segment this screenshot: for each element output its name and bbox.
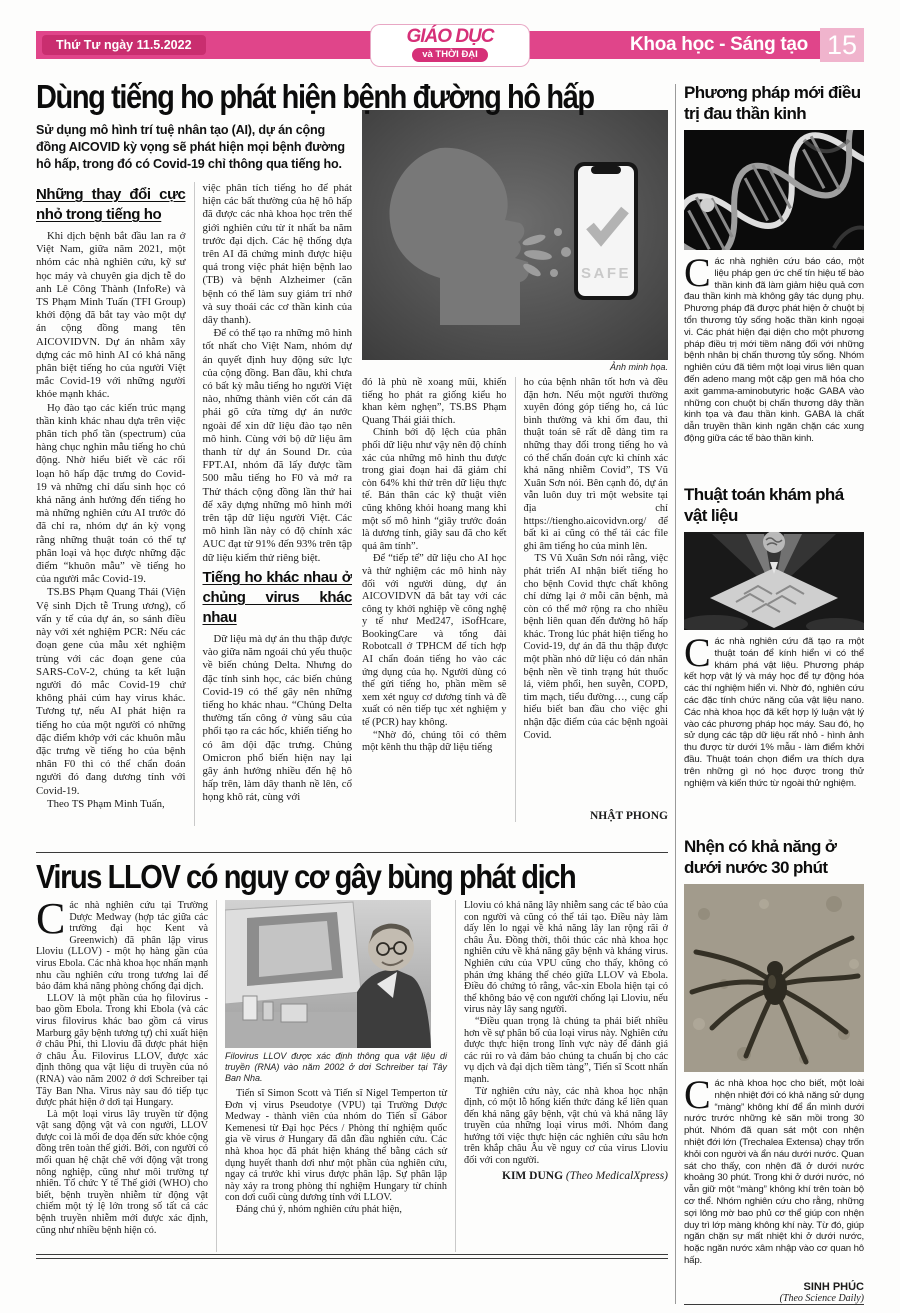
newspaper-logo xyxy=(371,25,529,66)
article-cough-detection xyxy=(36,80,668,826)
paragraph: Lloviu có khả năng lây nhiễm sang các tế bào của con người và cũng có thể tái tạo. Điều này làm dấy lên lo ngại về khả năng lây lan rộng rãi ở châu Âu. Đồng thời, thôi thúc các nhà khoa học nghiên cứu về khả năng gây bệnh và kháng virus. Nghiên cứu của VPU cũng cho thấy, không có phản ứng kháng thể chéo giữa LLOV và Ebola. Điều đó chứng tỏ rằng, vắc-xin Ebola hiện tại có thể không bảo vệ con người chống lại Lloviu, nếu virus này lây sang người. xyxy=(464,900,668,1016)
logo-title: GIÁO DỤC xyxy=(406,26,494,47)
lab-scientist-photo xyxy=(225,900,431,1048)
spider-image xyxy=(684,884,864,1072)
article1-headline: Dùng tiếng ho phát hiện bệnh đường hô hấp xyxy=(36,78,594,116)
sidebar-article-body xyxy=(684,250,864,445)
paragraph: LLOV là một phần của họ filovirus - bao gồm Ebola. Trong khi Ebola (và các virus filovirus khác bao gồm cả virus Marburg gây bệnh tương tự) chỉ xuất hiện ở châu Phi, thì Lloviu đã được phát hiện ở châu Âu. Filovirus LLOV, được xác định thông qua vật liệu di truyền của nó (RNA) vào năm 2002 ở dơi Schreiber tại Tây Ban Nha. Virus này sau đó tiếp tục được phát hiện ở dơi tại Hungary. xyxy=(36,992,208,1109)
paragraph: TS.BS Phạm Quang Thái (Viện Vệ sinh Dịch tễ Trung ương), cố vấn y tế của dự án, so sánh điều này với xét nghiệm PCR: Nếu các đoạn gene của mẫu xét nghiệm trùng với các đoạn gene của SARS-CoV-2, chúng ta kết luận người đó mắc Covid-19 chứ không phải cúm hay virus khác. Tương tự, nếu AI phát hiện ra tiếng ho của một người có những đặc điểm khớp với các khuôn mẫu đặc trưng về tiếng ho của bệnh nhân F0 thì có thể chẩn đoán người đó đang dương tính với Covid-19. xyxy=(36,586,186,797)
paragraph: đó là phù nề xoang mũi, khiến tiếng ho phát ra giống kiểu ho khan kèm nghẹn”, TS.BS Phạm Quang Thái giải thích. xyxy=(362,377,507,426)
section-heading: Tiếng ho khác nhau ở chủng virus khác nhau xyxy=(202,568,352,626)
article2-column-2 xyxy=(216,900,455,1252)
figure-caption: Ảnh minh họa. xyxy=(609,362,668,372)
paragraph: Từ nghiên cứu này, các nhà khoa học nhận định, có một lỗ hổng kiến thức đáng kể liên quan đến khả năng gây bệnh, vật chủ và khả năng lây truyền của những loại virus mới. Nhóm đang hướng tới việc thực hiện các nghiên cứu sâu hơn trên khắp châu Âu về nguy cơ của virus Lloviu đối với con người. xyxy=(464,1085,668,1167)
article-llov-virus xyxy=(36,860,668,1252)
sidebar-article-body xyxy=(684,630,864,789)
sidebar-article-title: Nhện có khả năng ở dưới nước 30 phút xyxy=(684,837,837,877)
article1-column-4 xyxy=(515,377,669,822)
paragraph: Dữ liệu mà dự án thu thập được vào giữa năm ngoái chủ yếu thuộc về biến chủng Delta. Nhưng do đặc tính sinh học, các biến chủng Covid-19 có thể gây nên những tiếng ho khác nhau. “Chủng Delta thường tấn công ở vùng sâu của phổi tạo ra các hốc, khiến tiếng ho có âm dội đặc trưng. Chủng Omicron phổ biến hiện nay lại gây ảnh hưởng nhiều đến hệ hô hấp trên, làm dây thanh nề lên, cổ họng khô rát, cùng với xyxy=(202,632,352,804)
paragraph: “Điều quan trọng là chúng ta phải biết nhiều hơn về sự phân bố của loại virus này. Nghiên cứu được thực hiện trong lĩnh vực này để đánh giá các rủi ro và đảm bảo chúng ta chuẩn bị cho các vụ dịch và đại dịch tiềm tàng”, Tiến sĩ Scott nhấn mạnh. xyxy=(464,1015,668,1085)
phone-graphic xyxy=(574,162,638,300)
paragraph: việc phân tích tiếng ho để phát hiện các bất thường của hệ hô hấp đã được các nhà khoa học trên thế giới nghiên cứu từ ít nhất ba năm trước đại dịch. Các hệ thống dựa trên AI đã chứng minh được hiệu quả trong việc phát hiện bệnh lao (TB) và bệnh Alzheimer (căn bệnh có thể làm suy giảm trí nhớ và suy thoái các cơ thần kinh của dây thanh). xyxy=(202,182,352,327)
sidebar xyxy=(684,82,864,1304)
sidebar-bottom-rule xyxy=(684,1304,864,1305)
paragraph: Theo TS Phạm Minh Tuấn, xyxy=(47,797,165,810)
paragraph-text: ác nhà nghiên cứu tại Trường Dược Medway (hợp tác giữa các trường đại học Kent và Greenwich) đã phân lập virus Lloviu (LLOV) - một họ hàng gần của virus Ebola. Các nhà khoa học nhấn mạnh nhu cầu nghiên cứu trong tương lai để bảo đảm khả năng phòng chống đại dịch. xyxy=(36,900,209,993)
article2-column-3 xyxy=(455,900,668,1252)
drop-cap: C xyxy=(684,250,711,295)
paragraph: “Nhờ đó, chúng tôi có thêm một kênh thu thập dữ liệu tiếng xyxy=(362,729,507,754)
horizontal-rule xyxy=(36,852,668,853)
paragraph: Đáng chú ý, nhóm nghiên cứu phát hiện, xyxy=(236,1203,402,1215)
sidebar-byline: SINH PHÚC xyxy=(803,1281,864,1293)
sidebar-article-materials-algorithm xyxy=(684,484,864,836)
byline-source: (Theo MedicalXpress) xyxy=(565,1169,668,1182)
safe-label: SAFE xyxy=(580,265,632,282)
article1-lede: Sử dụng mô hình trí tuệ nhân tạo (AI), dự án cộng đồng AICOVID kỳ vọng sẽ phát hiện mọi bệnh đường hô hấp, trong đó có Covid-19 chỉ thông qua tiếng ho. xyxy=(36,123,345,171)
masthead-bar xyxy=(36,26,864,60)
paragraph-text: ác nhà khoa học cho biết, một loài nhện nhiệt đới có khả năng sử dụng “màng” không khí để ẩn mình dưới nước trước những kẻ săn mồi trong 30 phút. Nhóm đã quan sát một con nhện nhiệt đới lớn (Trechalea Extensa) chạy trốn khỏi con người và ẩn náu dưới nước. Quan sát cho thấy, con nhện đã ở dưới nước khoảng 30 phút. Trong khi ở dưới nước, nó vẫn giữ một “màng” không khí trên toàn bộ cơ thể. Nhóm nghiên cứu cho rằng, những sợi lông mờ bao phủ cơ thể giúp con nhện duy trì lớp màng không khí này. Từ đó, giúp ngăn chặn sự mất nhiệt khi ở dưới nước, hoặc ngăn nước xâm nhập vào cơ quan hô hấp. xyxy=(684,1078,864,1266)
paragraph-text: ác nhà nghiên cứu báo cáo, một liệu pháp gen ức chế tín hiệu tế bào thần kinh đã làm giảm hiệu quả cơn đau thần kinh mà không gây tác dụng phụ. Phương pháp đã được phát hiện ở chuột bị tổn thương tủy sống hoặc thần kinh ngoại vi. Các phát hiện đại diện cho một phương pháp điều trị mới tiềm năng đối với những bệnh nhân bị chấn thương tủy sống. Nhóm nghiên cứu đã tiêm một loại virus liên quan đến adeno mang một cặp gen mã hóa cho axit gamma-aminobutyric hoặc GABA vào những con chuột bị chấn thương dây thần kinh tọa và đau thần kinh. GABA là chất dẫn truyền thần kinh ngăn chặn các xung động giữa các tế bào thần kinh. xyxy=(684,256,864,444)
paragraph: Họ đào tạo các kiến trúc mạng thần kinh khác nhau dựa trên việc phân tích phổ tần (spectrum) của hàng chục nghìn mẫu tiếng ho chủ động. Nhờ hiểu biết về các rối loạn hô hấp đặc trưng do Covid-19 và những chỉ dấu sinh học có khả năng ảnh hưởng đến tiếng ho mà những nghiên cứu AI trước đó đã chỉ ra, nhóm dự án kỳ vọng rằng những thuật toán có thể tự phân loại và học được những đặc điểm “khuôn mẫu” về tiếng ho của người mắc Covid-19. xyxy=(36,401,186,586)
paragraph: Để có thể tạo ra những mô hình tốt nhất cho Việt Nam, nhóm dự án quyết định huy động sức lực của cộng đồng. Ban đầu, khi chưa có bất kỳ mẫu tiếng ho người Việt nào, những thành viên cốt cán đã phải gõ cửa từng dự án nước ngoài để xin dữ liệu đào tạo nên mô hình. Cùng với bộ dữ liệu âm thanh từ dự án Sound Dr. của FPT.AI, nhóm đã lấy được tầm 500 mẫu tiếng ho F0 và mở ra Thử thách cộng đồng lần thứ hai để xây dựng những mô hình mới trên tập dữ liệu người Việt. Các mô hình lần này có độ chính xác AUC đạt từ 91% đến 93% trên tập dữ liệu kiểm thử riêng biệt. xyxy=(202,327,352,564)
paragraph: ho của bệnh nhân tốt hơn và đều đặn hơn. Nếu một người thường xuyên đóng góp tiếng ho, cả lúc bình thường và khi ốm đau, thì thuật toán sẽ rất dễ dàng tìm ra những thay đổi trong tiếng ho và có thể chẩn đoán cực kì chính xác khả năng nhiễm Covid”, TS Vũ Xuân Sơn nói. Bên cạnh đó, dự án vẫn luôn duy trì một website tại địa chỉ https://tiengho.aicovidvn.org/ để bất kì ai cũng có thể tải các file ghi âm tiếng ho của mình lên. xyxy=(523,377,668,552)
paragraph: Là một loại virus lây truyền từ động vật sang động vật và con người, LLOV được coi là mối đe dọa đến sức khỏe cộng đồng trên toàn thế giới. Bởi, con người có mối quan hệ chặt chẽ với động vật trong nông nghiệp, cũng như môi trường tự nhiên. Tổ chức Y tế Thế giới (WHO) cho biết, bệnh truyền nhiễm từ động vật chiếm một tỷ lệ lớn trong số tất cả các bệnh truyền nhiễm mới được xác định, cũng như nhiều bệnh hiện có. xyxy=(36,1108,208,1236)
sidebar-article-nerve-pain xyxy=(684,82,864,484)
article2-column-1 xyxy=(36,900,216,1252)
paragraph: Để “tiếp tế” dữ liệu cho AI học và thử nghiệm các mô hình này đối với người dùng, dự án AICOVIDVN đã bắt tay với các công ty khởi nghiệp về công nghệ y tế như Med247, iSofHcare, BookingCare và tổng đài Robotcall ở TPHCM để tích hợp AI chẩn đoán tiếng ho vào các ứng dụng của họ. Người dùng có thể gửi tiếng ho, phần mềm sẽ xem xét nguy cơ dương tính và đề xuất có nên tiếp tục xét nghiệm y tế (PCR) hay không. xyxy=(362,553,507,729)
paragraph: Tiến sĩ Simon Scott và Tiến sĩ Nigel Temperton từ Đơn vị virus Pseudotye (VPU) tại Trường Dược Medway - thành viên của nhóm do Tiến sĩ Gábor Kemenesi từ Đại học Pécs / Phòng thí nghiệm quốc gia về virus ở Hungary đã dẫn đầu nghiên cứu. Các nhà khoa học đã phát hiện kháng thể bằng cách sử dụng huyết thanh dơi như một phần của nghiên cứu, ngay cả trước khi virus được phân lập. Sự phân lập này xảy ra trong phòng thí nghiệm Hungary từ chính con dơi cuối cùng dương tính với LLOV. xyxy=(225,1088,447,1204)
sidebar-byline-source: (Theo Science Daily) xyxy=(779,1293,864,1304)
article1-column-3 xyxy=(362,377,515,822)
article1-column-1 xyxy=(36,182,194,826)
double-rule xyxy=(36,1254,668,1259)
date-label: Thứ Tư ngày 11.5.2022 xyxy=(42,35,206,55)
materials-algorithm-image xyxy=(684,532,864,630)
paragraph xyxy=(36,900,208,993)
article2-headline: Virus LLOV có nguy cơ gây bùng phát dịch xyxy=(36,858,576,896)
article1-column-2 xyxy=(194,182,353,826)
drop-cap: C xyxy=(684,630,711,675)
article1-byline: NHẬT PHONG xyxy=(589,810,668,822)
page-number: 15 xyxy=(820,28,864,62)
sidebar-article-spider xyxy=(684,836,864,1304)
paragraph: TS Vũ Xuân Sơn nói rằng, việc phát triển AI nhận biết tiếng ho cho bệnh Covid thực chất không chỉ dừng lại ở mỗi căn bệnh, mà còn có thể mở rộng ra cho nhiều bệnh liên quan đến đường hô hấp khác. Trong lúc phát hiện tiếng ho Covid-19, dự án đã thu thập được một phần nhỏ dữ liệu có dán nhãn bệnh nền về tình trạng hút thuốc lá, viêm phổi, hen suyễn, COPD, tim mạch, tiểu đường…, cung cấp hiểu biết ban đầu cho việc ghi nhận đặc điểm của các bệnh ngoài Covid. xyxy=(523,553,668,741)
byline-name: KIM DUNG xyxy=(502,1169,564,1182)
cough-illustration-image xyxy=(362,110,668,360)
sidebar-article-title: Phương pháp mới điều trị đau thần kinh xyxy=(684,83,861,123)
paragraph: Chính bởi độ lệch của phân phối dữ liệu như vậy nên độ chính xác của những mô hình thu được trong giai đoạn hai đã giảm chỉ còn 64% khi thử trên dữ liệu thực tế. Bản thân các kỹ thuật viên cũng không khỏi hoang mang khi một số mô hình “giây trước đoán là dương tính, giây sau đã cho kết quả âm tính”. xyxy=(362,427,507,552)
dna-image xyxy=(684,130,864,250)
paragraph: Khi dịch bệnh bắt đầu lan ra ở Việt Nam, giữa năm 2021, một nhóm các nhà nghiên cứu, kỹ sư học máy và chuyên gia dịch tễ do anh Lê Công Thành (InfoRe) và TS Phạm Minh Tuấn (TFI Group) khởi động đã bắt tay vào một dự án cộng đồng mang tên AICOVIDVN. Dự án nhằm xây dựng các mô hình AI có khả năng phân biệt tiếng ho của người Việt mắc Covid-19 với những người khỏe mạnh khác. xyxy=(36,230,186,401)
section-title: Khoa học - Sáng tạo xyxy=(630,34,808,55)
article2-byline xyxy=(464,1170,668,1182)
sidebar-article-body xyxy=(684,1078,864,1278)
figure-caption: Filovirus LLOV được xác định thông qua vật liệu di truyền (RNA) vào năm 2002 ở dơi Schreiber tại Tây Ban Nha. xyxy=(225,1051,447,1083)
logo-subtitle: và THỜI ĐẠI xyxy=(412,48,488,62)
sidebar-divider xyxy=(675,84,676,1304)
drop-cap: C xyxy=(36,900,66,943)
drop-cap: C xyxy=(684,1078,711,1117)
section-heading: Những thay đổi cực nhỏ trong tiếng ho xyxy=(36,186,186,223)
paragraph-text: ác nhà nghiên cứu đã tạo ra một thuật toán để kính hiển vi có thể khám phá vật liệu. Phương pháp kết hợp vật lý và máy học để tự động hóa các thí nghiệm hiển vi. Nhờ đó, nghiên cứu các đặc tính chức năng của vật liệu nano. Các nhà khoa học đã kết hợp lý luận vật lý vào các phương pháp học máy. Sau đó, họ sử dụng các tập dữ liệu rất nhỏ - hình ảnh thu được từ dưới 1% mẫu - làm điểm khởi đầu. Thuật toán chọn điểm ưa thích dựa trên những gì nó học được trong thử nghiệm và kiến thức từ ngoài thử nghiệm. xyxy=(684,636,864,789)
sidebar-article-title: Thuật toán khám phá vật liệu xyxy=(684,485,844,525)
